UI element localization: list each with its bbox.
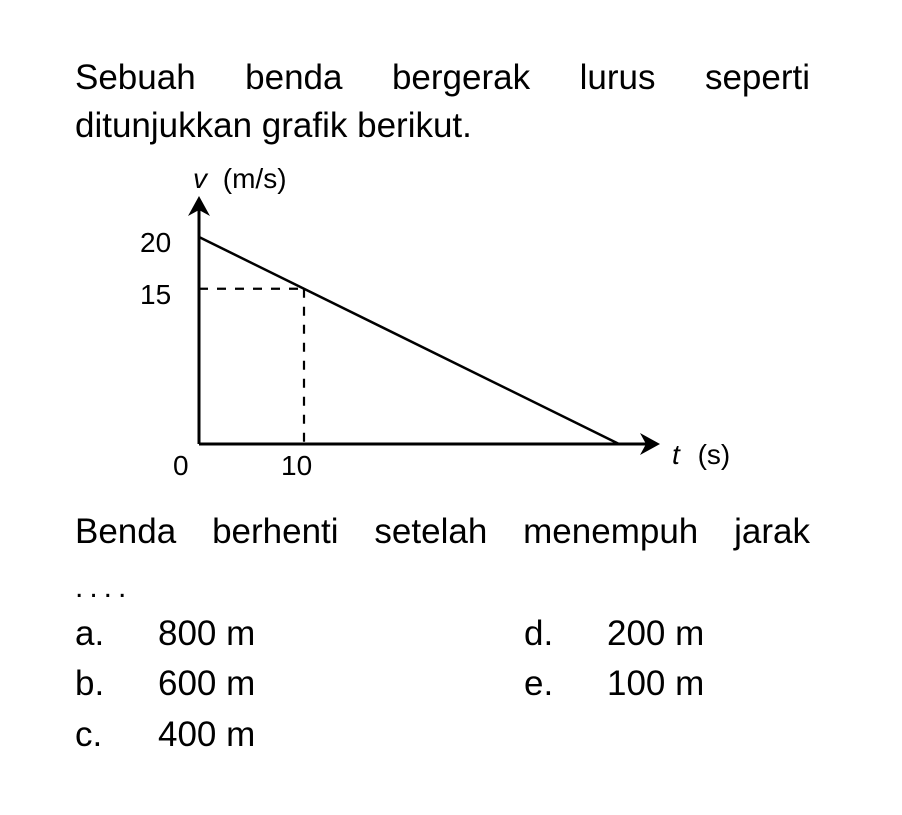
option-c-letter: c.: [75, 715, 103, 754]
velocity-line: [199, 237, 619, 444]
option-e-letter: e.: [524, 664, 554, 703]
y-axis-unit: (m/s): [222, 163, 287, 194]
option-b-value[interactable]: 600 m: [158, 664, 256, 703]
y-axis-variable: v: [193, 163, 207, 194]
y-tick-label-20: 20: [140, 227, 172, 258]
x-axis-unit: (s): [697, 439, 731, 470]
x-tick-label-0: 0: [173, 450, 189, 481]
question-ellipsis: ....: [75, 571, 133, 604]
option-d-letter: d.: [524, 614, 554, 653]
question-line-3: Benda berhenti setelah menempuh jarak: [75, 512, 810, 551]
x-axis-label: [672, 439, 730, 470]
option-e-value[interactable]: 100 m: [607, 664, 705, 703]
x-tick-label-10: 10: [281, 450, 313, 481]
option-d-value[interactable]: 200 m: [607, 614, 705, 653]
option-b-letter: b.: [75, 664, 105, 703]
option-a-letter: a.: [75, 614, 105, 653]
question-line-2: ditunjukkan grafik berikut.: [75, 106, 472, 145]
y-tick-label-15: 15: [140, 279, 172, 310]
x-axis-variable: t: [672, 439, 680, 470]
question-line-1: Sebuah benda bergerak lurus seperti: [75, 58, 810, 97]
option-a-value[interactable]: 800 m: [158, 614, 256, 653]
y-axis-label: [193, 163, 287, 194]
option-c-value[interactable]: 400 m: [158, 715, 256, 754]
